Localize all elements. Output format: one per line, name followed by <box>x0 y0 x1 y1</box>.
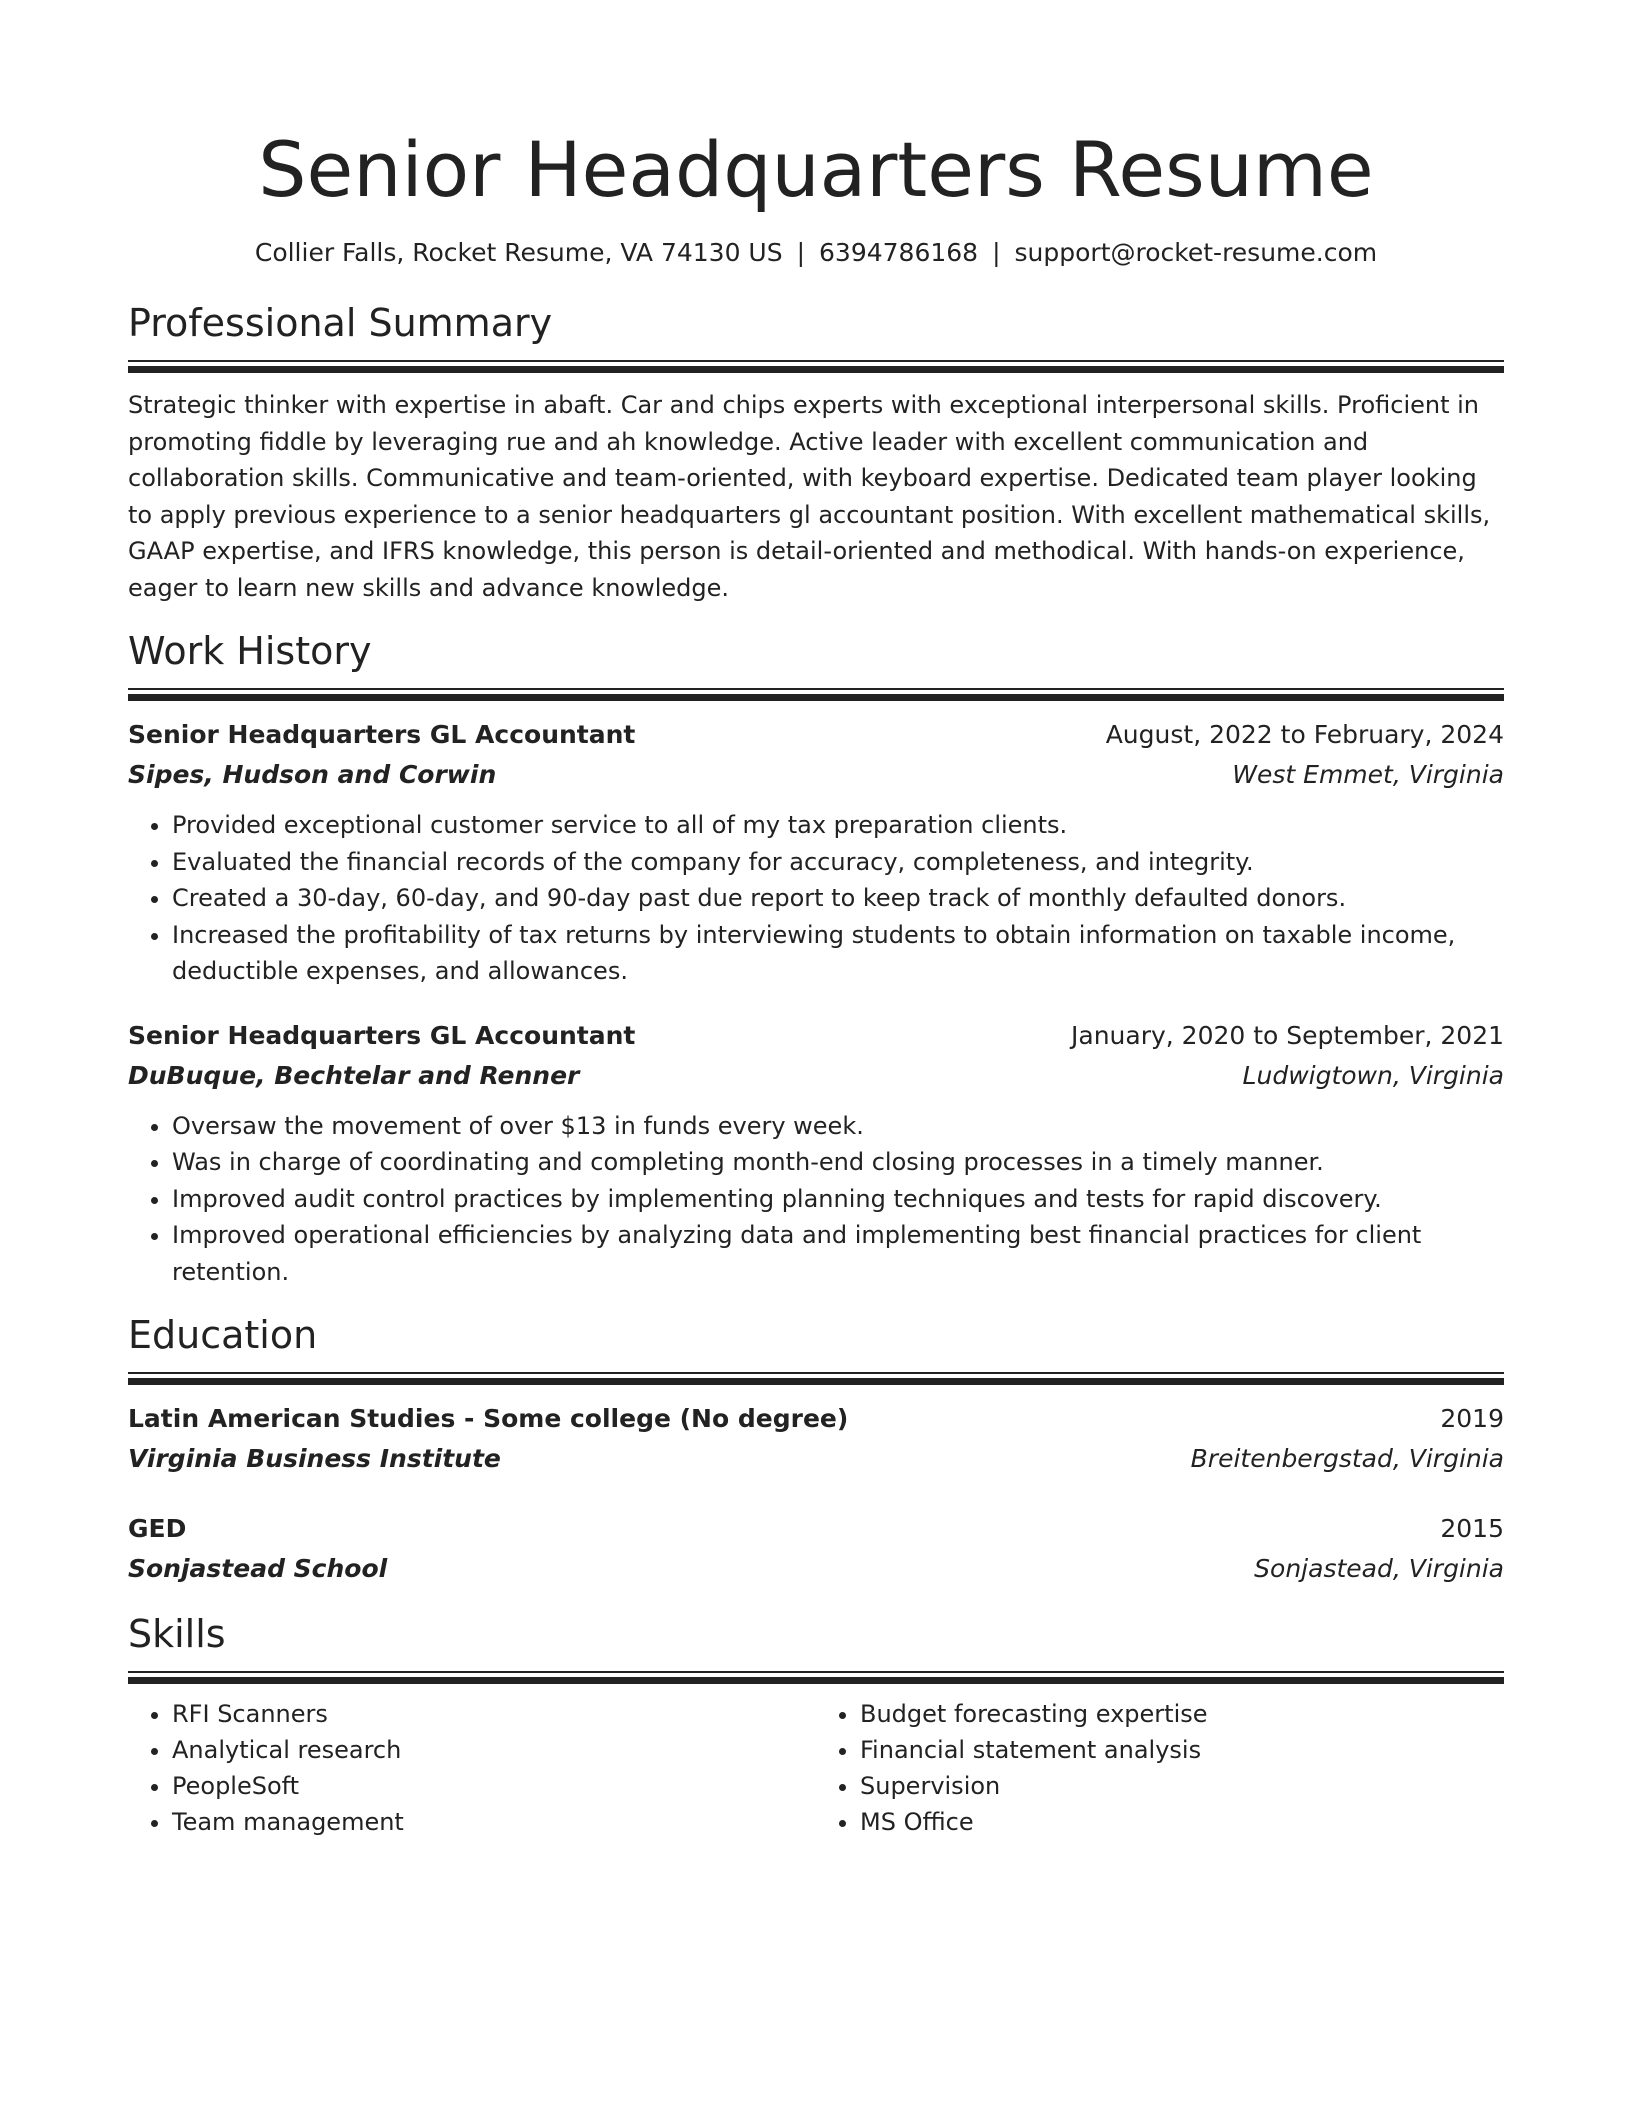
separator: | <box>796 238 806 267</box>
job-position: Senior Headquarters GL Accountant <box>128 720 636 749</box>
skill-item: • PeopleSoft <box>172 1768 816 1804</box>
list-item: • Oversaw the movement of over $13 in funds every week. <box>172 1108 1504 1145</box>
section-divider <box>128 688 1504 701</box>
education-school: Sonjastead School <box>128 1554 388 1583</box>
section-title-summary: Professional Summary <box>128 301 553 345</box>
skills-section <box>128 1609 1504 1840</box>
work-history-section <box>128 626 1504 1290</box>
job-dates: August, 2022 to February, 2024 <box>1105 720 1504 749</box>
education-year: 2015 <box>1440 1514 1504 1543</box>
phone: 6394786168 <box>819 238 979 267</box>
skill-item: • Budget forecasting expertise <box>860 1696 1504 1732</box>
skill-item: • Supervision <box>860 1768 1504 1804</box>
job-bullets <box>128 1108 1504 1291</box>
job-dates: January, 2020 to September, 2021 <box>1071 1020 1504 1050</box>
list-item: • Provided exceptional customer service to all of my tax preparation clients. <box>172 807 1504 844</box>
education-school: Virginia Business Institute <box>128 1444 501 1473</box>
skill-item: • MS Office <box>860 1804 1504 1840</box>
list-item: • Improved audit control practices by implementing planning techniques and tests for rapid discovery. <box>172 1181 1504 1218</box>
section-title-work-history: Work History <box>128 629 372 673</box>
job-company: Sipes, Hudson and Corwin <box>128 760 497 789</box>
job-bullets <box>128 807 1504 990</box>
skills-list-right <box>816 1696 1504 1840</box>
section-divider <box>128 360 1504 373</box>
resume-title: Senior Headquarters Resume <box>258 125 1374 214</box>
separator: | <box>992 238 1001 267</box>
skill-item: • RFI Scanners <box>172 1696 816 1732</box>
job-entry <box>128 715 1504 990</box>
list-item: • Improved operational efficiencies by analyzing data and implementing best financial practices for client retention. <box>172 1217 1504 1290</box>
summary-text: Strategic thinker with expertise in abaft. Car and chips experts with exceptional interpersonal skills. Proficient in promoting fiddle by leveraging rue and ah knowledge. Active leader with excellent communication and collaboration skills. Communicative and team-oriented, with keyboard expertise. Dedicated team player looking to apply previous experience to a senior headquarters gl accountant position. With excellent mathematical skills, GAAP expertise, and IFRS knowledge, this person is detail-oriented and methodical. With hands-on experience, eager to learn new skills and advance knowledge. <box>128 391 1491 602</box>
education-degree: Latin American Studies - Some college (No degree) <box>128 1404 849 1433</box>
summary-section <box>128 298 1504 606</box>
job-company: DuBuque, Bechtelar and Renner <box>128 1060 580 1090</box>
list-item: • Created a 30-day, 60-day, and 90-day past due report to keep track of monthly defaulted donors. <box>172 880 1504 917</box>
job-position: Senior Headquarters GL Accountant <box>128 1020 636 1050</box>
list-item: • Evaluated the financial records of the company for accuracy, completeness, and integrity. <box>172 844 1504 881</box>
skills-list-left <box>128 1696 816 1840</box>
education-section <box>128 1310 1504 1589</box>
skills-grid <box>128 1696 1504 1840</box>
education-degree: GED <box>128 1514 187 1543</box>
job-entry <box>128 1016 1504 1291</box>
section-divider <box>128 1671 1504 1684</box>
address: Collier Falls, Rocket Resume, VA 74130 US <box>254 238 783 267</box>
skill-item: • Team management <box>172 1804 816 1840</box>
job-location: Ludwigtown, Virginia <box>1242 1060 1504 1090</box>
education-location: Breitenbergstad, Virginia <box>1190 1444 1504 1473</box>
section-title-education: Education <box>128 1313 318 1357</box>
education-entry <box>128 1399 1504 1479</box>
job-location: West Emmet, Virginia <box>1232 760 1504 789</box>
contact-line <box>128 236 1504 270</box>
education-entry <box>128 1509 1504 1589</box>
list-item: • Increased the profitability of tax returns by interviewing students to obtain information on taxable income, deductible expenses, and allowances. <box>172 917 1504 990</box>
resume-page <box>128 120 1504 1840</box>
skill-item: • Analytical research <box>172 1732 816 1768</box>
section-title-skills: Skills <box>128 1612 226 1656</box>
skill-item: • Financial statement analysis <box>860 1732 1504 1768</box>
education-year: 2019 <box>1440 1404 1504 1433</box>
list-item: • Was in charge of coordinating and completing month-end closing processes in a timely manner. <box>172 1144 1504 1181</box>
email-link[interactable]: support@rocket-resume.com <box>1014 238 1378 267</box>
section-divider <box>128 1372 1504 1385</box>
education-location: Sonjastead, Virginia <box>1254 1554 1504 1583</box>
